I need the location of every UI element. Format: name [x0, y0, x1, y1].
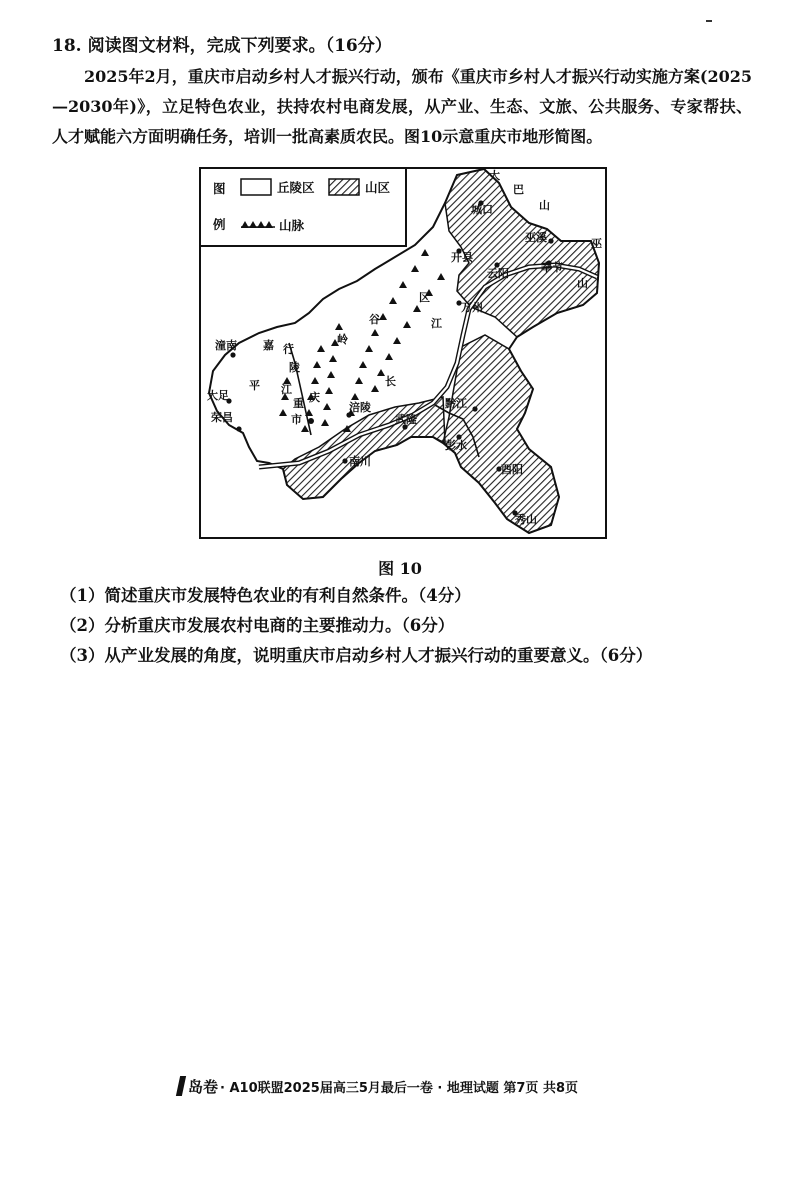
place-label: 彭水 — [445, 439, 467, 452]
terrain-glyph: 庆 — [309, 391, 320, 404]
page-footer — [178, 1076, 678, 1097]
place-label: 云阳 — [487, 267, 509, 280]
place-label: 奉节 — [541, 261, 563, 274]
legend-label-hilly: 丘陵区 — [277, 180, 315, 195]
legend-swatch-mountain — [329, 179, 359, 195]
place-label: 巫溪 — [525, 231, 547, 244]
terrain-map-figure — [199, 167, 607, 539]
place-label: 万州 — [461, 301, 483, 314]
brand-logo-icon — [176, 1076, 186, 1096]
place-label: 秀山 — [515, 513, 537, 526]
terrain-glyph: 重 — [293, 397, 304, 410]
terrain-glyph: 岭 — [337, 333, 348, 346]
place-label: 城口 — [471, 203, 493, 216]
terrain-glyph: 长 — [385, 375, 396, 388]
legend-label-mountain: 山区 — [365, 180, 391, 195]
subquestion-3: （3）从产业发展的角度，说明重庆市启动乡村人才振兴行动的重要意义。（6分） — [60, 646, 653, 665]
legend-title-bottom: 例 — [213, 217, 226, 232]
legend-swatch-hilly — [241, 179, 271, 195]
terrain-glyph: 巫 — [591, 237, 602, 250]
terrain-glyph: 谷 — [369, 313, 380, 326]
place-label: 南川 — [349, 455, 371, 468]
terrain-glyph: 陵 — [289, 361, 300, 374]
terrain-glyph: 区 — [419, 291, 430, 304]
question-title: 阅读图文材料，完成下列要求。（16分） — [87, 36, 392, 56]
place-label: 酉阳 — [501, 463, 523, 476]
figure-caption: 图 10 — [378, 559, 422, 578]
question-header — [52, 33, 752, 59]
map-legend — [200, 168, 406, 246]
subquestion-2: （2）分析重庆市发展农村电商的主要推动力。（6分） — [60, 616, 455, 635]
terrain-glyph: 山 — [577, 277, 588, 290]
subquestion-1: （1）简述重庆市发展特色农业的有利自然条件。（4分） — [60, 586, 471, 605]
terrain-glyph: 大 — [489, 169, 500, 182]
terrain-glyph: 山 — [539, 199, 550, 212]
footer-brand: 岛卷 — [188, 1078, 219, 1096]
terrain-glyph: 巴 — [513, 183, 524, 196]
question-number: 18. — [52, 36, 82, 56]
place-label: 武隆 — [395, 413, 417, 426]
legend-label-ridge: 山脉 — [279, 218, 305, 233]
chongqing-terrain-map — [199, 167, 607, 539]
terrain-glyph: 江 — [431, 317, 442, 330]
terrain-glyph: 平 — [249, 379, 260, 392]
place-label: 荣昌 — [211, 411, 233, 424]
footer-text: · A10联盟2025届高三5月最后一卷 · 地理试题 第7页 共8页 — [220, 1081, 578, 1096]
terrain-glyph: 市 — [291, 413, 302, 426]
question-intro: 2025年2月，重庆市启动乡村人才振兴行动，颁布《重庆市乡村人才振兴行动实施方案(2025—2030年)》，立足特色农业，扶持农村电商发展，从产业、生态、文旅、公共服务、专家帮扶、人才赋能六方面明确任务，培训一批高素质农民。图10示意重庆市地形简图。 — [52, 67, 752, 146]
place-label: 潼南 — [215, 339, 237, 352]
terrain-glyph: 江 — [281, 383, 292, 396]
place-label: 大足 — [207, 389, 229, 402]
terrain-glyph: 嘉 — [263, 339, 274, 352]
terrain-glyph: 行 — [283, 343, 294, 356]
place-label: 黔江 — [445, 397, 467, 410]
scan-mark — [706, 20, 712, 22]
place-label: 涪陵 — [349, 401, 371, 414]
place-label: 开县 — [451, 251, 473, 264]
legend-title-top: 图 — [213, 181, 226, 196]
